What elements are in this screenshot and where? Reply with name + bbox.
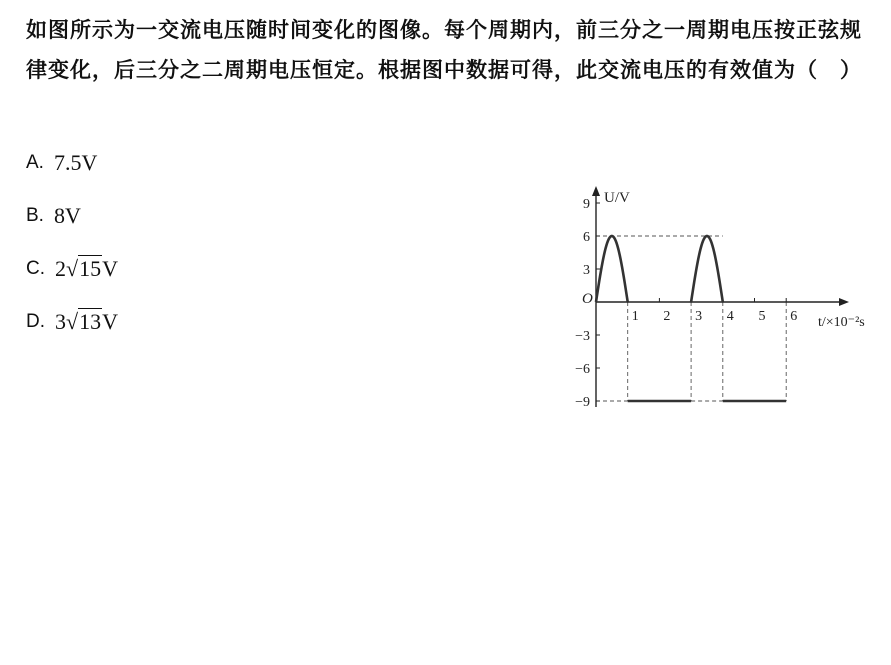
option-b-text: 8V — [53, 203, 81, 228]
option-d-radicand: 13 — [79, 309, 102, 334]
sqrt-sign: √ — [66, 309, 79, 334]
y-tick-label: 9 — [583, 197, 590, 212]
option-d[interactable] — [26, 305, 118, 339]
y-axis-label: U/V — [604, 190, 630, 206]
option-c-radical — [66, 252, 102, 286]
x-axis-label: t/×10⁻²s — [818, 315, 865, 330]
x-tick-label: 3 — [695, 309, 703, 324]
option-c-unit: V — [102, 256, 118, 281]
y-tick-label: −3 — [575, 329, 590, 344]
sine-segment — [691, 236, 723, 302]
option-c-coefficient: 2 — [55, 256, 66, 281]
option-d-coefficient: 3 — [55, 309, 66, 334]
x-tick-label: 2 — [663, 309, 671, 324]
sine-segment — [596, 236, 628, 302]
option-a[interactable] — [26, 146, 97, 180]
option-c-radicand: 15 — [79, 256, 102, 281]
y-tick-label: 3 — [583, 263, 590, 278]
x-tick-label: 4 — [726, 309, 734, 324]
sqrt-sign: √ — [66, 256, 79, 281]
voltage-time-graph — [560, 182, 885, 407]
option-d-letter: D. — [26, 311, 45, 332]
option-c[interactable] — [26, 252, 118, 286]
x-axis-arrow — [839, 298, 849, 306]
y-tick-label: −9 — [575, 395, 590, 407]
y-axis-arrow — [592, 186, 600, 196]
y-tick-label: −6 — [575, 362, 590, 377]
origin-label: O — [582, 291, 593, 307]
question-text: 如图所示为一交流电压随时间变化的图像。每个周期内，前三分之一周期电压按正弦规律变化，后三分之二周期电压恒定。根据图中数据可得，此交流电压的有效值为（ ） — [26, 18, 862, 82]
y-tick-label: 6 — [583, 230, 590, 245]
x-tick-label: 6 — [790, 309, 798, 324]
option-d-radical — [66, 305, 102, 339]
option-a-text: 7.5V — [53, 150, 98, 175]
option-c-text — [55, 252, 118, 286]
option-b[interactable] — [26, 199, 81, 233]
option-a-letter: A. — [26, 152, 44, 173]
option-b-letter: B. — [26, 205, 44, 226]
option-d-unit: V — [102, 309, 118, 334]
x-tick-label: 5 — [758, 309, 766, 324]
option-d-text — [55, 305, 118, 339]
option-c-letter: C. — [26, 258, 45, 279]
x-tick-label: 1 — [631, 309, 639, 324]
